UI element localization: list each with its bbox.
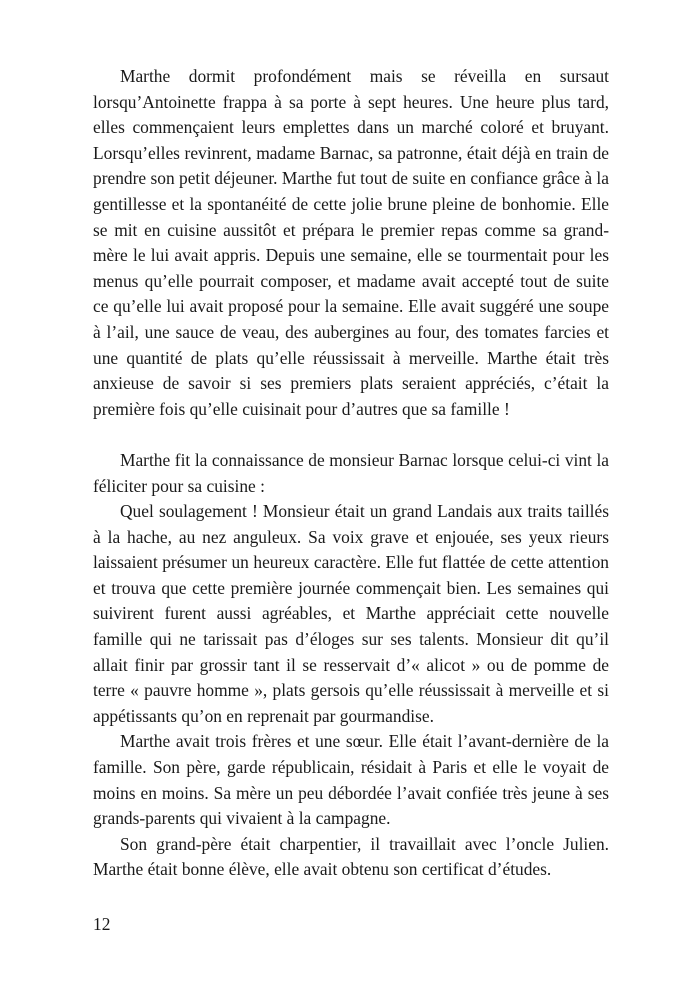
- page-body: [93, 64, 609, 883]
- paragraph-spacer: [93, 422, 609, 448]
- paragraph-2: Marthe fit la connaissance de monsieur Barnac lorsque celui-ci vint la féliciter pour sa cuisine :: [93, 449, 609, 496]
- paragraph-5: Son grand-père était charpentier, il travaillait avec l’oncle Julien. Marthe était bonne élève, elle avait obtenu son certificat d’études.: [93, 833, 609, 880]
- paragraph-1: Marthe dormit profondément mais se réveilla en sursaut lorsqu’Antoinette frappa à sa porte à sept heures. Une heure plus tard, elles commençaient leurs emplettes dans un marché coloré et bruyant. Lorsqu’elles revinrent, madame Barnac, sa patronne, était déjà en train de prendre son petit déjeuner. Marthe fut tout de suite en confiance grâce à la gentillesse et la spontanéité de cette jolie brune pleine de bonhomie. Elle se mit en cuisine aussitôt et prépara le premier repas comme sa grand-mère le lui avait appris. Depuis une semaine, elle se tourmentait pour les menus qu’elle pourrait composer, et madame avait accepté tout de suite ce qu’elle lui avait proposé pour la semaine. Elle avait suggéré une soupe à l’ail, une sauce de veau, des aubergines au four, des tomates farcies et une quantité de plats qu’elle réussissait à merveille. Marthe était très anxieuse de savoir si ses premiers plats seraient appréciés, c’était la première fois qu’elle cuisinait pour d’autres que sa famille !: [93, 66, 609, 419]
- paragraph-4: Marthe avait trois frères et une sœur. Elle était l’avant-dernière de la famille. Son père, garde républicain, résidait à Paris et elle le voyait de moins en moins. Sa mère un peu débordée l’avait confiée très jeune à ses grands-parents qui vivaient à la campagne.: [93, 731, 609, 829]
- page-number: 12: [93, 914, 111, 934]
- paragraph-3: Quel soulagement ! Monsieur était un grand Landais aux traits taillés à la hache, au nez anguleux. Sa voix grave et enjouée, ses yeux rieurs laissaient présumer un heureux caractère. Elle fut flattée de cette attention et trouva que cette première journée commençait bien. Les semaines qui suivirent furent aussi agréables, et Marthe appréciait cette nouvelle famille qui ne tarissait pas d’éloges sur ses talents. Monsieur dit qu’il allait finir par grossir tant il se resservait d’« alicot » ou de pomme de terre « pauvre homme », plats gersois qu’elle réussissait à merveille et si appétissants qu’on en reprenait par gourmandise.: [93, 501, 609, 726]
